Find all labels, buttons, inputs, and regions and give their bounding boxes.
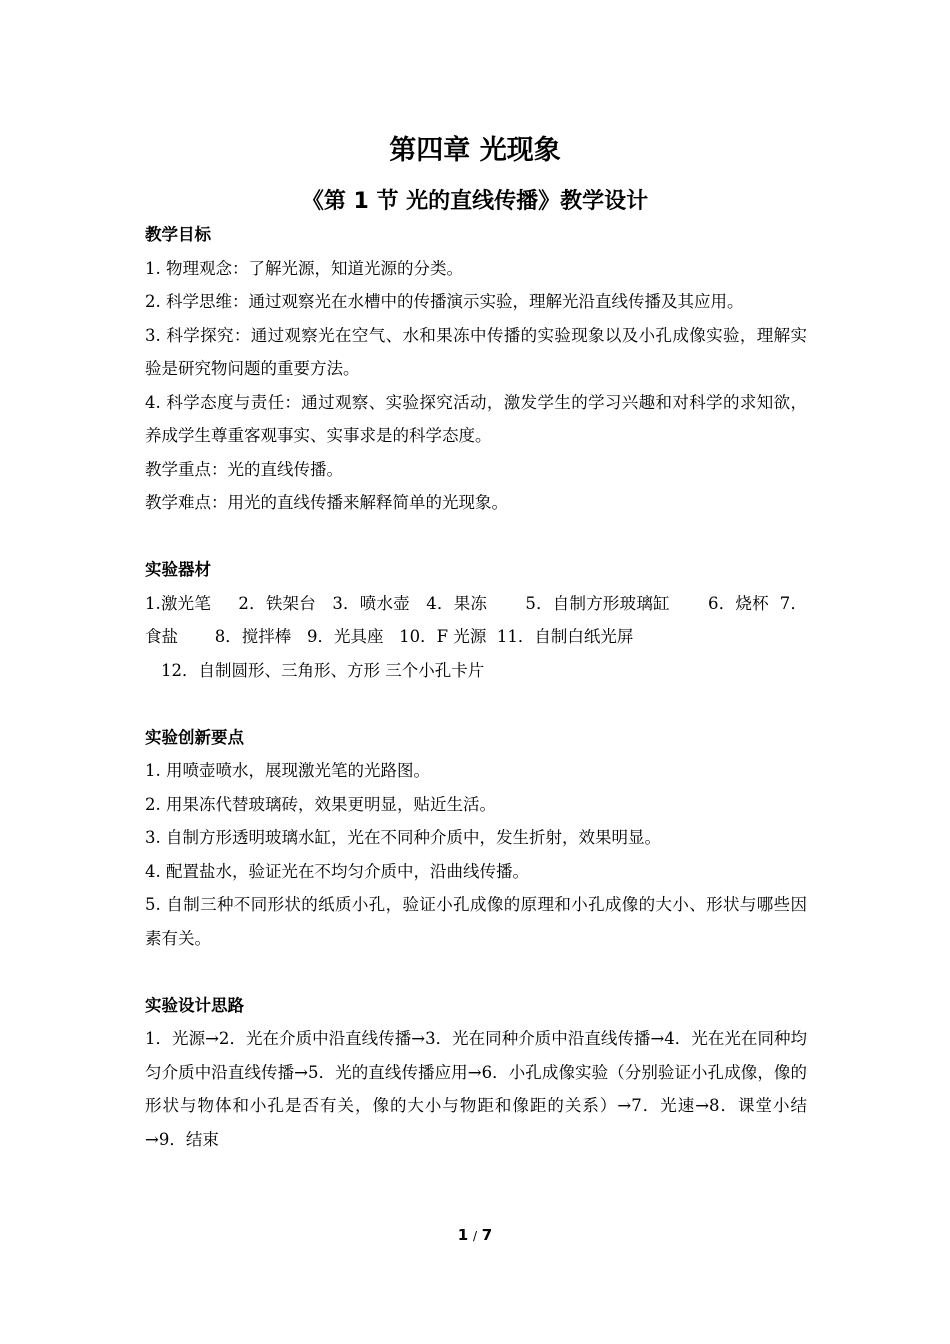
innovation-item: 5. 自制三种不同形状的纸质小孔，验证小孔成像的原理和小孔成像的大小、形状与哪些因素有关。	[145, 895, 807, 948]
page-separator: /	[472, 1229, 478, 1243]
key-point: 教学重点：光的直线传播。	[145, 459, 343, 479]
objective-item: 1. 物理观念：了解光源，知道光源的分类。	[145, 258, 463, 278]
page-current: 1	[457, 1226, 469, 1244]
spacer	[145, 687, 807, 721]
page-number	[0, 1226, 950, 1244]
chapter-title: 第四章 光现象	[389, 135, 561, 166]
objective-item: 3. 科学探究：通过观察光在空气、水和果冻中传播的实验现象以及小孔成像实验，理解实验是研究物问题的重要方法。	[145, 325, 807, 378]
objective-item: 4. 科学态度与责任：通过观察、实验探究活动，激发学生的学习兴趣和对科学的求知欲，养成学生尊重客观事实、实事求是的科学态度。	[145, 392, 807, 445]
spacer	[145, 520, 807, 554]
innovation-item: 1. 用喷壶喷水，展现激光笔的光路图。	[145, 761, 430, 780]
innovation-item: 4. 配置盐水，验证光在不均匀介质中，沿曲线传播。	[145, 861, 529, 881]
innovation-item: 2. 用果冻代替玻璃砖，效果更明显，贴近生活。	[145, 794, 496, 814]
objectives-heading: 教学目标	[145, 225, 211, 244]
equipment-heading: 实验器材	[145, 560, 211, 579]
design-heading: 实验设计思路	[145, 995, 244, 1015]
innovation-item: 3. 自制方形透明玻璃水缸，光在不同种介质中，发生折射，效果明显。	[145, 828, 661, 847]
design-text: 1．光源→2．光在介质中沿直线传播→3．光在同种介质中沿直线传播→4．光在光在同种均匀介质中沿直线传播→5．光的直线传播应用→6．小孔成像实验（分别验证小孔成像，像的形状与物体和小孔是否有关，像的大小与物距和像距的关系）→7．光速→8．课堂小结→9．结束	[145, 1029, 807, 1149]
equipment-list-continued: 12．自制圆形、三角形、方形 三个小孔卡片	[161, 660, 485, 680]
spacer	[145, 955, 807, 989]
innovation-heading: 实验创新要点	[145, 727, 244, 747]
equipment-list: 1.激光笔 2．铁架台 3．喷水壶 4．果冻 5．自制方形玻璃缸 6．烧杯 7．食盐 8．搅拌棒 9．光具座 10．F 光源 11．自制白纸光屏	[145, 593, 807, 646]
section-title: 《第 1 节 光的直线传播》教学设计	[301, 189, 649, 214]
page-total: 7	[481, 1226, 493, 1244]
objective-item: 2. 科学思维：通过观察光在水槽中的传播演示实验，理解光沿直线传播及其应用。	[145, 292, 744, 311]
difficulty-point: 教学难点：用光的直线传播来解释简单的光现象。	[145, 493, 508, 512]
document-body	[145, 218, 807, 1156]
